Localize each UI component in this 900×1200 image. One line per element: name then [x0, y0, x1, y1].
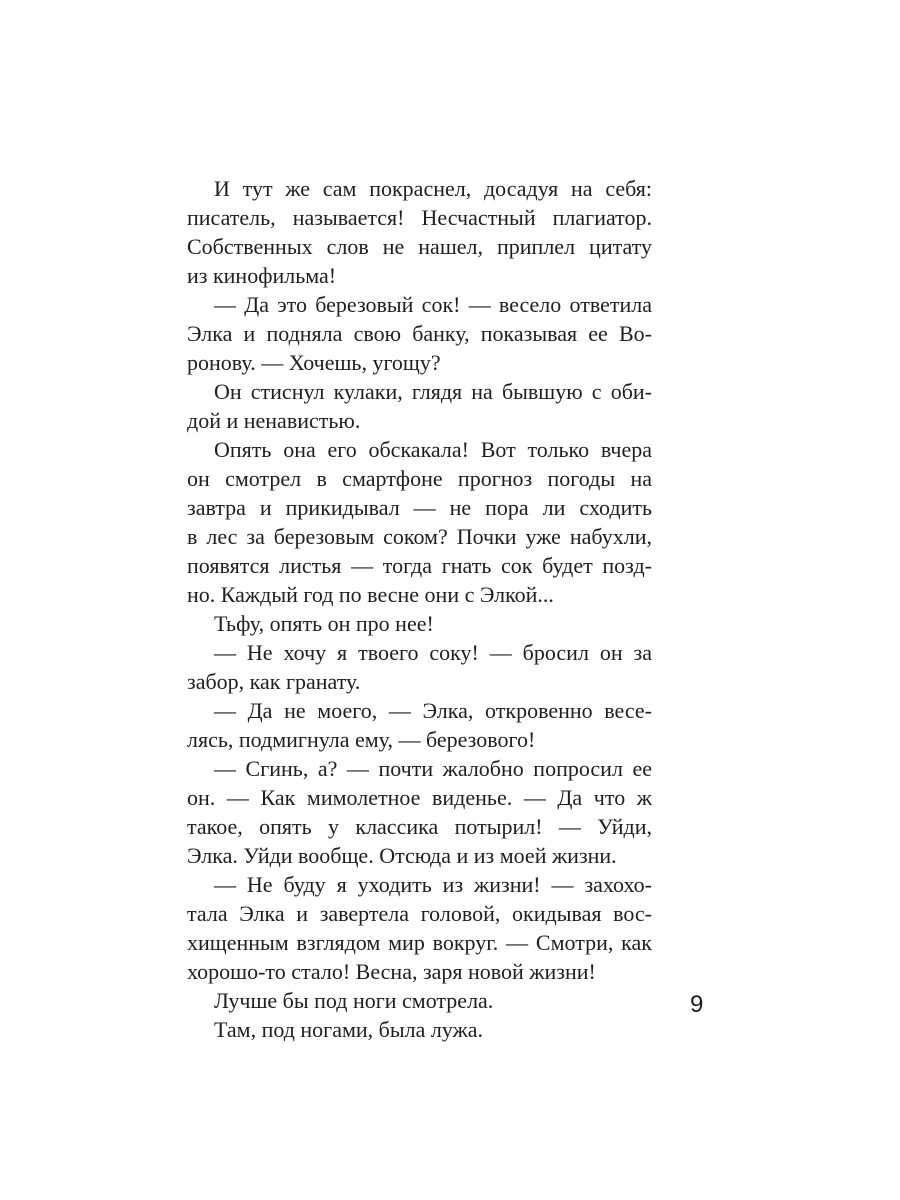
- paragraph: [187, 638, 652, 696]
- text-line: Там, под ногами, была лужа.: [214, 1017, 484, 1042]
- text-line: дой и ненавистью.: [187, 408, 361, 433]
- paragraph: [187, 609, 652, 638]
- paragraph: [187, 1015, 652, 1044]
- text-line: ронову. — Хочешь, угощу?: [187, 350, 441, 375]
- paragraph: [187, 174, 652, 290]
- text-line: завтра и прикидывал — не пора ли сходить: [187, 495, 652, 520]
- page-number: 9: [690, 991, 704, 1018]
- text-line: лясь, подмигнула ему, — березового!: [187, 727, 536, 752]
- text-line: тала Элка и завертела головой, окидывая вос-: [187, 901, 652, 926]
- text-line: — Не буду я уходить из жизни! — захохо-: [214, 872, 652, 897]
- text-line: Собственных слов не нашел, приплел цитату: [187, 234, 652, 259]
- text-line: хорошо-то стало! Весна, заря новой жизни!: [187, 959, 596, 984]
- text-line: — Сгинь, а? — почти жалобно попросил ее: [214, 756, 652, 781]
- text-line: появятся листья — тогда гнать сок будет позд-: [187, 553, 652, 578]
- text-line: Он стиснул кулаки, глядя на бывшую с оби-: [214, 379, 652, 404]
- text-line: — Да это березовый сок! — весело ответила: [214, 292, 652, 317]
- text-line: Элка и подняла свою банку, показывая ее Во-: [187, 321, 652, 346]
- text-line: хищенным взглядом мир вокруг. — Смотри, как: [187, 930, 652, 955]
- text-line: И тут же сам покраснел, досадуя на себя:: [214, 176, 652, 201]
- text-line: забор, как гранату.: [187, 669, 361, 694]
- text-line: он смотрел в смартфоне прогноз погоды на: [187, 466, 652, 491]
- text-line: — Да не моего, — Элка, откровенно весе-: [214, 698, 652, 723]
- text-line: писатель, называется! Несчастный плагиатор.: [187, 205, 652, 230]
- body-text: [187, 174, 652, 1044]
- text-line: но. Каждый год по весне они с Элкой...: [187, 582, 554, 607]
- paragraph: [187, 435, 652, 609]
- text-line: Элка. Уйди вообще. Отсюда и из моей жизни.: [187, 843, 617, 868]
- text-line: — Не хочу я твоего соку! — бросил он за: [214, 640, 652, 665]
- text-line: такое, опять у классика потырил! — Уйди,: [187, 814, 652, 839]
- text-line: Лучше бы под ноги смотрела.: [214, 988, 494, 1013]
- text-line: он. — Как мимолетное виденье. — Да что ж: [187, 785, 652, 810]
- paragraph: [187, 696, 652, 754]
- text-line: из кинофильма!: [187, 263, 337, 288]
- paragraph: [187, 377, 652, 435]
- text-line: Опять она его обскакала! Вот только вчера: [214, 437, 652, 462]
- text-line: в лес за березовым соком? Почки уже набухли,: [187, 524, 652, 549]
- paragraph: [187, 290, 652, 377]
- paragraph: [187, 870, 652, 986]
- paragraph: [187, 986, 652, 1015]
- paragraph: [187, 754, 652, 870]
- text-line: Тьфу, опять он про нее!: [214, 611, 434, 636]
